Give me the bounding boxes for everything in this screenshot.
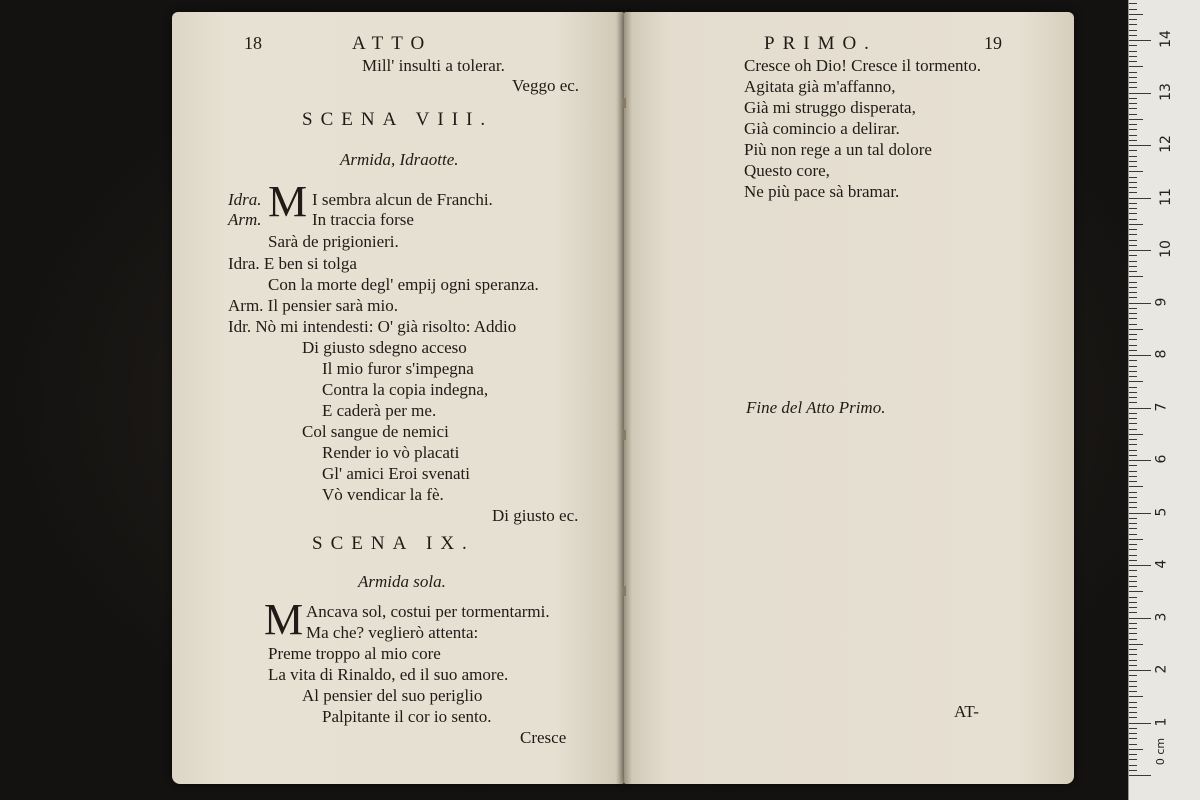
text-line: Con la morte degl' empij ogni speranza.	[268, 275, 539, 294]
text-line: Già mi struggo disperata,	[744, 98, 916, 117]
left-page	[172, 12, 624, 784]
ruler-tick	[1129, 19, 1137, 20]
ruler-tick	[1129, 114, 1137, 115]
ruler-tick	[1129, 350, 1137, 351]
ruler-tick	[1129, 639, 1137, 640]
scene-heading: SCENA IX.	[312, 533, 475, 554]
ruler-tick	[1129, 40, 1151, 41]
ruler-tick	[1129, 245, 1137, 246]
catchword: Cresce	[520, 728, 567, 747]
ruler-tick	[1129, 145, 1151, 146]
ruler-tick	[1129, 681, 1137, 682]
character-list: Armida, Idraotte.	[340, 150, 459, 169]
ruler-tick	[1129, 623, 1137, 624]
ruler-tick	[1129, 418, 1137, 419]
ruler-tick	[1129, 576, 1137, 577]
ruler-tick	[1129, 507, 1137, 508]
ruler-tick	[1129, 292, 1137, 293]
ruler-number: 1	[1153, 717, 1170, 726]
ruler-tick	[1129, 56, 1137, 57]
ruler-tick	[1129, 702, 1137, 703]
ruler-tick	[1129, 129, 1137, 130]
ruler-tick	[1129, 444, 1137, 445]
ruler-tick	[1129, 82, 1137, 83]
ruler-tick	[1129, 392, 1137, 393]
ruler-tick	[1129, 103, 1137, 104]
ruler-tick	[1129, 733, 1137, 734]
text-line: Veggo ec.	[512, 76, 580, 95]
ruler-tick	[1129, 35, 1137, 36]
ruler-tick	[1129, 124, 1137, 125]
ruler-tick	[1129, 77, 1137, 78]
ruler-tick	[1129, 397, 1137, 398]
text-line: Più non rege a un tal dolore	[744, 140, 932, 159]
ruler-tick	[1129, 87, 1137, 88]
text-line: La vita di Rinaldo, ed il suo amore.	[268, 665, 509, 684]
ruler-tick	[1129, 255, 1137, 256]
ruler-tick	[1129, 266, 1137, 267]
ruler-tick	[1129, 423, 1137, 424]
speaker-label: Idra.	[228, 190, 262, 209]
ruler-tick	[1129, 544, 1137, 545]
ruler-tick	[1129, 513, 1151, 514]
ruler-tick	[1129, 408, 1151, 409]
ruler-tick	[1129, 597, 1137, 598]
ruler-tick	[1129, 649, 1137, 650]
ruler-tick	[1129, 549, 1137, 550]
right-page	[624, 12, 1074, 784]
running-head: PRIMO.	[764, 33, 877, 54]
ruler-tick	[1129, 182, 1137, 183]
ruler-tick	[1129, 387, 1137, 388]
text-line: Al pensier del suo periglio	[302, 686, 483, 705]
ruler-tick	[1129, 261, 1137, 262]
ruler-tick	[1129, 156, 1137, 157]
ruler-tick	[1129, 308, 1137, 309]
ruler-tick	[1129, 334, 1137, 335]
ruler-tick	[1129, 696, 1143, 697]
measurement-ruler	[1128, 0, 1200, 800]
ruler-tick	[1129, 229, 1137, 230]
open-book	[168, 12, 1088, 784]
ruler-tick	[1129, 612, 1137, 613]
text-line: Ne più pace sà bramar.	[744, 182, 900, 201]
ruler-number: 12	[1157, 135, 1174, 153]
ruler-tick	[1129, 119, 1143, 120]
ruler-number: 2	[1153, 664, 1170, 674]
text-line: Preme troppo al mio core	[268, 644, 441, 663]
ruler-tick	[1129, 413, 1137, 414]
ruler-tick	[1129, 30, 1137, 31]
text-line: Vò vendicar la fè.	[322, 485, 444, 504]
text-line: Agitata già m'affanno,	[744, 77, 896, 96]
ruler-tick	[1129, 287, 1137, 288]
ruler-tick	[1129, 219, 1137, 220]
ruler-tick	[1129, 618, 1151, 619]
ruler-tick	[1129, 282, 1137, 283]
ruler-tick	[1129, 429, 1137, 430]
ruler-tick	[1129, 318, 1137, 319]
ruler-tick	[1129, 24, 1137, 25]
ruler-tick	[1129, 749, 1143, 750]
ruler-tick	[1129, 591, 1143, 592]
text-line: Col sangue de nemici	[302, 422, 449, 441]
ruler-tick	[1129, 108, 1137, 109]
ruler-number: 4	[1153, 559, 1170, 569]
ruler-tick	[1129, 329, 1143, 330]
ruler-tick	[1129, 439, 1137, 440]
ruler-tick	[1129, 276, 1143, 277]
ruler-tick	[1129, 171, 1143, 172]
text-line: Già comincio a delirar.	[744, 119, 900, 138]
ruler-tick	[1129, 607, 1137, 608]
page-number: 18	[244, 33, 262, 53]
ruler-tick	[1129, 660, 1137, 661]
ruler-tick	[1129, 770, 1137, 771]
text-line: Ma che? veglierò attenta:	[306, 623, 479, 642]
ruler-tick	[1129, 633, 1137, 634]
ruler-number: 6	[1153, 454, 1170, 464]
ruler-tick	[1129, 581, 1137, 582]
ruler-tick	[1129, 502, 1137, 503]
text-line: Gl' amici Eroi svenati	[322, 464, 470, 483]
ruler-tick	[1129, 602, 1137, 603]
ruler-tick	[1129, 560, 1137, 561]
ruler-tick	[1129, 161, 1137, 162]
ruler-number: 5	[1153, 507, 1170, 516]
ruler-tick	[1129, 187, 1137, 188]
ruler-tick	[1129, 628, 1137, 629]
ruler-tick	[1129, 586, 1137, 587]
ruler-tick	[1129, 345, 1137, 346]
ruler-tick	[1129, 45, 1137, 46]
text-line: Palpitante il cor io sento.	[322, 707, 492, 726]
ruler-tick	[1129, 717, 1137, 718]
ruler-tick	[1129, 93, 1151, 94]
ruler-tick	[1129, 728, 1137, 729]
ruler-tick	[1129, 460, 1151, 461]
ruler-tick	[1129, 166, 1137, 167]
dropcap: M	[264, 595, 304, 644]
ruler-tick	[1129, 98, 1137, 99]
text-line: Render io vò placati	[322, 443, 460, 462]
ruler-tick	[1129, 271, 1137, 272]
ruler-tick	[1129, 177, 1137, 178]
text-line: Il mio furor s'impegna	[322, 359, 474, 378]
ruler-tick	[1129, 434, 1143, 435]
ruler-number: 9	[1153, 297, 1170, 306]
ruler-tick	[1129, 66, 1143, 67]
ruler-tick	[1129, 471, 1137, 472]
ruler-tick	[1129, 192, 1137, 193]
ruler-tick	[1129, 691, 1137, 692]
ruler-tick	[1129, 313, 1137, 314]
ruler-tick	[1129, 765, 1137, 766]
ruler-tick	[1129, 759, 1137, 760]
scene-heading: SCENA VIII.	[302, 109, 494, 130]
ruler-number: 14	[1157, 30, 1174, 48]
ruler-tick	[1129, 381, 1143, 382]
ruler-number: 3	[1153, 612, 1170, 621]
ruler-tick	[1129, 670, 1151, 671]
ruler-tick	[1129, 250, 1151, 251]
ruler-tick	[1129, 481, 1137, 482]
text-line: Sarà de prigionieri.	[268, 232, 399, 251]
ruler-tick	[1129, 61, 1137, 62]
page-number: 19	[984, 33, 1002, 53]
ruler-tick	[1129, 712, 1137, 713]
ruler-tick	[1129, 240, 1137, 241]
ruler-unit-label: 0 cm	[1154, 737, 1168, 766]
ruler-tick	[1129, 565, 1151, 566]
ruler-tick	[1129, 402, 1137, 403]
running-head: ATTO	[352, 33, 433, 54]
text-line: Cresce oh Dio! Cresce il tormento.	[744, 56, 981, 75]
ruler-tick	[1129, 486, 1143, 487]
text-line: Di giusto sdegno acceso	[302, 338, 467, 357]
binding-stitch	[623, 586, 626, 596]
text-line: Idr. Nò mi intendesti: O' già risolto: Addio	[228, 317, 517, 336]
ruler-tick	[1129, 570, 1137, 571]
ruler-tick	[1129, 707, 1137, 708]
ruler-tick	[1129, 654, 1137, 655]
ruler-number: 7	[1153, 402, 1170, 411]
text-line: Questo core,	[744, 161, 830, 180]
ruler-tick	[1129, 476, 1137, 477]
ruler-tick	[1129, 366, 1137, 367]
ruler-tick	[1129, 518, 1137, 519]
text-line: Contra la copia indegna,	[322, 380, 489, 399]
ruler-tick	[1129, 723, 1151, 724]
ruler-number: 10	[1157, 240, 1174, 258]
ruler-tick	[1129, 208, 1137, 209]
ruler-tick	[1129, 686, 1137, 687]
ruler-tick	[1129, 539, 1143, 540]
ruler-tick	[1129, 644, 1143, 645]
ruler-tick	[1129, 135, 1137, 136]
ruler-tick	[1129, 303, 1151, 304]
book-gutter	[616, 12, 632, 784]
speaker-label: Arm.	[228, 210, 262, 229]
ruler-tick	[1129, 339, 1137, 340]
ruler-tick	[1129, 234, 1137, 235]
catchword: AT-	[954, 702, 979, 721]
ruler-tick	[1129, 203, 1137, 204]
ruler-tick	[1129, 555, 1137, 556]
ruler-tick	[1129, 775, 1151, 776]
binding-stitch	[623, 98, 626, 108]
ruler-tick	[1129, 9, 1137, 10]
ruler-tick	[1129, 324, 1137, 325]
ruler-tick	[1129, 371, 1137, 372]
ruler-tick	[1129, 72, 1137, 73]
ruler-tick	[1129, 534, 1137, 535]
character-list: Armida sola.	[358, 572, 446, 591]
text-line: In traccia forse	[312, 210, 414, 229]
ruler-tick	[1129, 51, 1137, 52]
ruler-tick	[1129, 297, 1137, 298]
ruler-tick	[1129, 450, 1137, 451]
ruler-tick	[1129, 14, 1143, 15]
ruler-tick	[1129, 455, 1137, 456]
text-line: E caderà per me.	[322, 401, 437, 420]
ruler-tick	[1129, 744, 1137, 745]
ruler-tick	[1129, 492, 1137, 493]
ruler-number: 13	[1157, 82, 1174, 101]
binding-stitch	[623, 430, 626, 440]
dropcap: M	[268, 177, 308, 226]
ruler-number: 8	[1153, 349, 1170, 359]
ruler-tick	[1129, 497, 1137, 498]
text-line: Mill' insulti a tolerar.	[362, 56, 505, 75]
act-end-note: Fine del Atto Primo.	[746, 398, 886, 417]
ruler-tick	[1129, 523, 1137, 524]
ruler-tick	[1129, 224, 1143, 225]
ruler-tick	[1129, 213, 1137, 214]
ruler-number: 11	[1157, 187, 1174, 206]
ruler-tick	[1129, 198, 1151, 199]
ruler-tick	[1129, 360, 1137, 361]
ruler-tick	[1129, 3, 1137, 4]
ruler-tick	[1129, 665, 1137, 666]
text-line: Ancava sol, costui per tormentarmi.	[306, 602, 550, 621]
ruler-tick	[1129, 140, 1137, 141]
ruler-tick	[1129, 528, 1137, 529]
ruler-tick	[1129, 675, 1137, 676]
ruler-tick	[1129, 465, 1137, 466]
text-line: I sembra alcun de Franchi.	[312, 190, 493, 209]
ruler-tick	[1129, 376, 1137, 377]
ruler-tick	[1129, 754, 1137, 755]
text-line: Di giusto ec.	[492, 506, 579, 525]
text-line: Arm. Il pensier sarà mio.	[228, 296, 398, 315]
ruler-tick	[1129, 150, 1137, 151]
text-line: Idra. E ben si tolga	[228, 254, 357, 273]
ruler-tick	[1129, 738, 1137, 739]
ruler-tick	[1129, 355, 1151, 356]
